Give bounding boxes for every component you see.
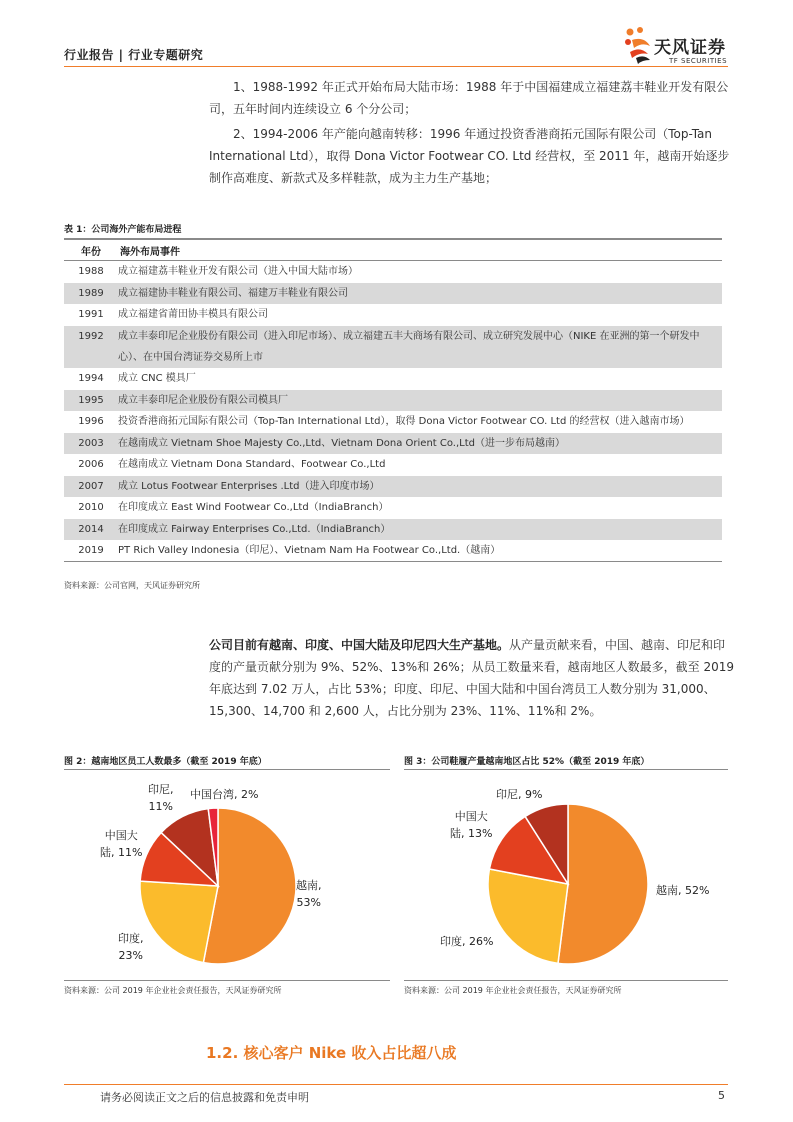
year-cell: 1996 xyxy=(78,416,104,427)
table-row xyxy=(64,454,722,476)
event-cell: 成立丰泰印尼企业股份有限公司（进入印尼市场）、成立福建五丰大商场有限公司、成立研究发展中心（NIKE 在亚洲的第一个研发中心）、在中国台湾证券交易所上市 xyxy=(118,326,722,369)
fig2-label-yinni xyxy=(148,781,174,815)
fig3-label-yinni: 印尼, 9% xyxy=(496,788,543,801)
table-row xyxy=(64,519,722,541)
fig2-bottom-rule xyxy=(64,980,390,981)
year-cell: 2019 xyxy=(78,545,104,556)
table-row xyxy=(64,476,722,498)
table-row xyxy=(64,411,722,433)
fig3-label-dalu-name: 中国大 xyxy=(454,810,488,823)
fig3-source-note: 资料来源：公司 2019 年企业社会责任报告，天风证券研究所 xyxy=(404,986,622,995)
fig2-source-note: 资料来源：公司 2019 年企业社会责任报告，天风证券研究所 xyxy=(64,986,282,995)
fig2-top-rule xyxy=(64,769,390,770)
column-header-year: 年份 xyxy=(64,240,118,261)
layout-events-table xyxy=(64,240,722,562)
table-source-note: 资料来源：公司官网，天风证券研究所 xyxy=(64,581,200,590)
year-cell: 2006 xyxy=(78,459,104,470)
intro-paragraph-2: 2、1994-2006 年产能向越南转移：1996 年通过投资香港商拓元国际有限公司（Top-Tan International Ltd），取得 Dona Victor Footwear CO. Ltd 经营权，至 2011 年，越南开始逐步制作高难度、新款式及多样鞋款，成为主力生产基地； xyxy=(209,127,730,185)
year-cell: 2010 xyxy=(78,502,104,513)
event-cell: 成立 Lotus Footwear Enterprises .Ltd（进入印度市场） xyxy=(118,476,722,498)
fig3-caption: 图 3：公司鞋履产量越南地区占比 52%（截至 2019 年底） xyxy=(404,757,650,767)
column-header-event: 海外布局事件 xyxy=(118,240,722,261)
fig3-label-yindu: 印度, 26% xyxy=(440,935,494,948)
table-row xyxy=(64,283,722,305)
table-row xyxy=(64,497,722,519)
event-cell: 在越南成立 Vietnam Shoe Majesty Co.,Ltd、Vietnam Dona Orient Co.,Ltd（进一步布局越南） xyxy=(118,433,722,455)
fig2-label-yinni-value: 11% xyxy=(148,800,173,813)
table-row xyxy=(64,368,722,390)
bases-paragraph-text: 从产量贡献来看，中国、越南、印尼和印度的产量贡献分别为 9%、52%、13%和 26%；从员工数量来看，越南地区人数最多，截至 2019 年底达到 7.02 万人，占比 53%；印度、印尼、中国大陆和中国台湾员工人数分别为 31,000、15,300、14,700 和 2,600 人，占比分别为 23%、11%、11%和 2%。 xyxy=(209,638,735,718)
section-heading: 1.2. 核心客户 Nike 收入占比超八成 xyxy=(206,1044,457,1062)
logo-text-en: TF SECURITIES xyxy=(669,57,728,65)
year-cell: 2007 xyxy=(64,476,118,498)
event-cell: 成立丰泰印尼企业股份有限公司模具厂 xyxy=(118,390,722,412)
fig2-label-yuenan-name: 越南, xyxy=(296,879,322,892)
event-cell: PT Rich Valley Indonesia（印尼）、Vietnam Nam Ha Footwear Co.,Ltd.（越南） xyxy=(118,545,501,556)
year-cell: 2003 xyxy=(64,433,118,455)
year-cell: 1992 xyxy=(64,326,118,369)
table-row xyxy=(64,326,722,369)
table-header-row xyxy=(64,240,722,261)
year-cell: 1991 xyxy=(78,309,104,320)
year-cell: 1988 xyxy=(78,266,104,277)
logo-text-cn: 天风证券 xyxy=(654,38,726,58)
event-cell: 在越南成立 Vietnam Dona Standard、Footwear Co.,Ltd xyxy=(118,459,386,470)
bases-paragraph xyxy=(209,634,737,722)
year-cell: 1994 xyxy=(78,373,104,384)
table-row xyxy=(64,304,722,326)
fig3-pie-slice-1 xyxy=(488,869,568,963)
fig2-caption: 图 2：越南地区员工人数最多（截至 2019 年底） xyxy=(64,757,267,767)
fig2-label-dalu xyxy=(100,827,142,861)
year-cell: 2014 xyxy=(64,519,118,541)
year-cell: 1989 xyxy=(64,283,118,305)
fig2-label-yindu-value: 23% xyxy=(118,949,143,962)
footer-divider xyxy=(64,1084,728,1085)
fig2-pie-slice-1 xyxy=(140,881,218,963)
event-cell: 成立福建荔丰鞋业开发有限公司（进入中国大陆市场） xyxy=(118,266,358,277)
year-cell: 1995 xyxy=(64,390,118,412)
fig3-label-dalu-value: 陆, 13% xyxy=(450,827,493,840)
table-row xyxy=(64,261,722,283)
fig2-label-dalu-value: 陆, 11% xyxy=(100,846,143,859)
fig2-label-taiwan: 中国台湾, 2% xyxy=(190,788,259,801)
fig2-label-dalu-name: 中国大 xyxy=(104,829,138,842)
fig3-pie-slice-0 xyxy=(558,804,648,964)
table-caption: 表 1：公司海外产能布局进程 xyxy=(64,225,182,235)
fig3-label-yuenan: 越南, 52% xyxy=(656,884,710,897)
bases-paragraph-lead: 公司目前有越南、印度、中国大陆及印尼四大生产基地。 xyxy=(209,638,510,652)
event-cell: 成立福建省莆田协丰模具有限公司 xyxy=(118,309,268,320)
event-cell: 在印度成立 Fairway Enterprises Co.,Ltd.（IndiaBranch） xyxy=(118,519,722,541)
fig2-label-yuenan-value: 53% xyxy=(296,896,321,909)
event-cell: 在印度成立 East Wind Footwear Co.,Ltd（IndiaBranch） xyxy=(118,502,389,513)
table-row xyxy=(64,390,722,412)
event-cell: 成立 CNC 模具厂 xyxy=(118,373,196,384)
report-header-title: 行业报告 | 行业专题研究 xyxy=(64,48,204,62)
intro-paragraph-1: 1、1988-1992 年正式开始布局大陆市场：1988 年于中国福建成立福建荔丰鞋业开发有限公司，五年时间内连续设立 6 个分公司； xyxy=(209,80,729,116)
event-cell: 投资香港商拓元国际有限公司（Top-Tan International Ltd），取得 Dona Victor Footwear CO. Ltd 的经营权（进入越南市场） xyxy=(118,416,690,427)
fig3-bottom-rule xyxy=(404,980,728,981)
fig2-label-yindu-name: 印度, xyxy=(118,932,144,945)
fig3-top-rule xyxy=(404,769,728,770)
fig2-label-yuenan xyxy=(296,877,322,911)
page-number: 5 xyxy=(718,1089,725,1102)
fig2-label-yindu xyxy=(118,930,144,964)
header-divider xyxy=(64,66,728,67)
fig3-label-dalu xyxy=(450,808,492,842)
fig2-label-yinni-name: 印尼, xyxy=(148,783,174,796)
event-cell: 成立福建协丰鞋业有限公司、福建万丰鞋业有限公司 xyxy=(118,283,722,305)
footer-disclaimer: 请务必阅读正文之后的信息披露和免责申明 xyxy=(100,1091,309,1104)
table-row xyxy=(64,540,722,562)
table-row xyxy=(64,433,722,455)
